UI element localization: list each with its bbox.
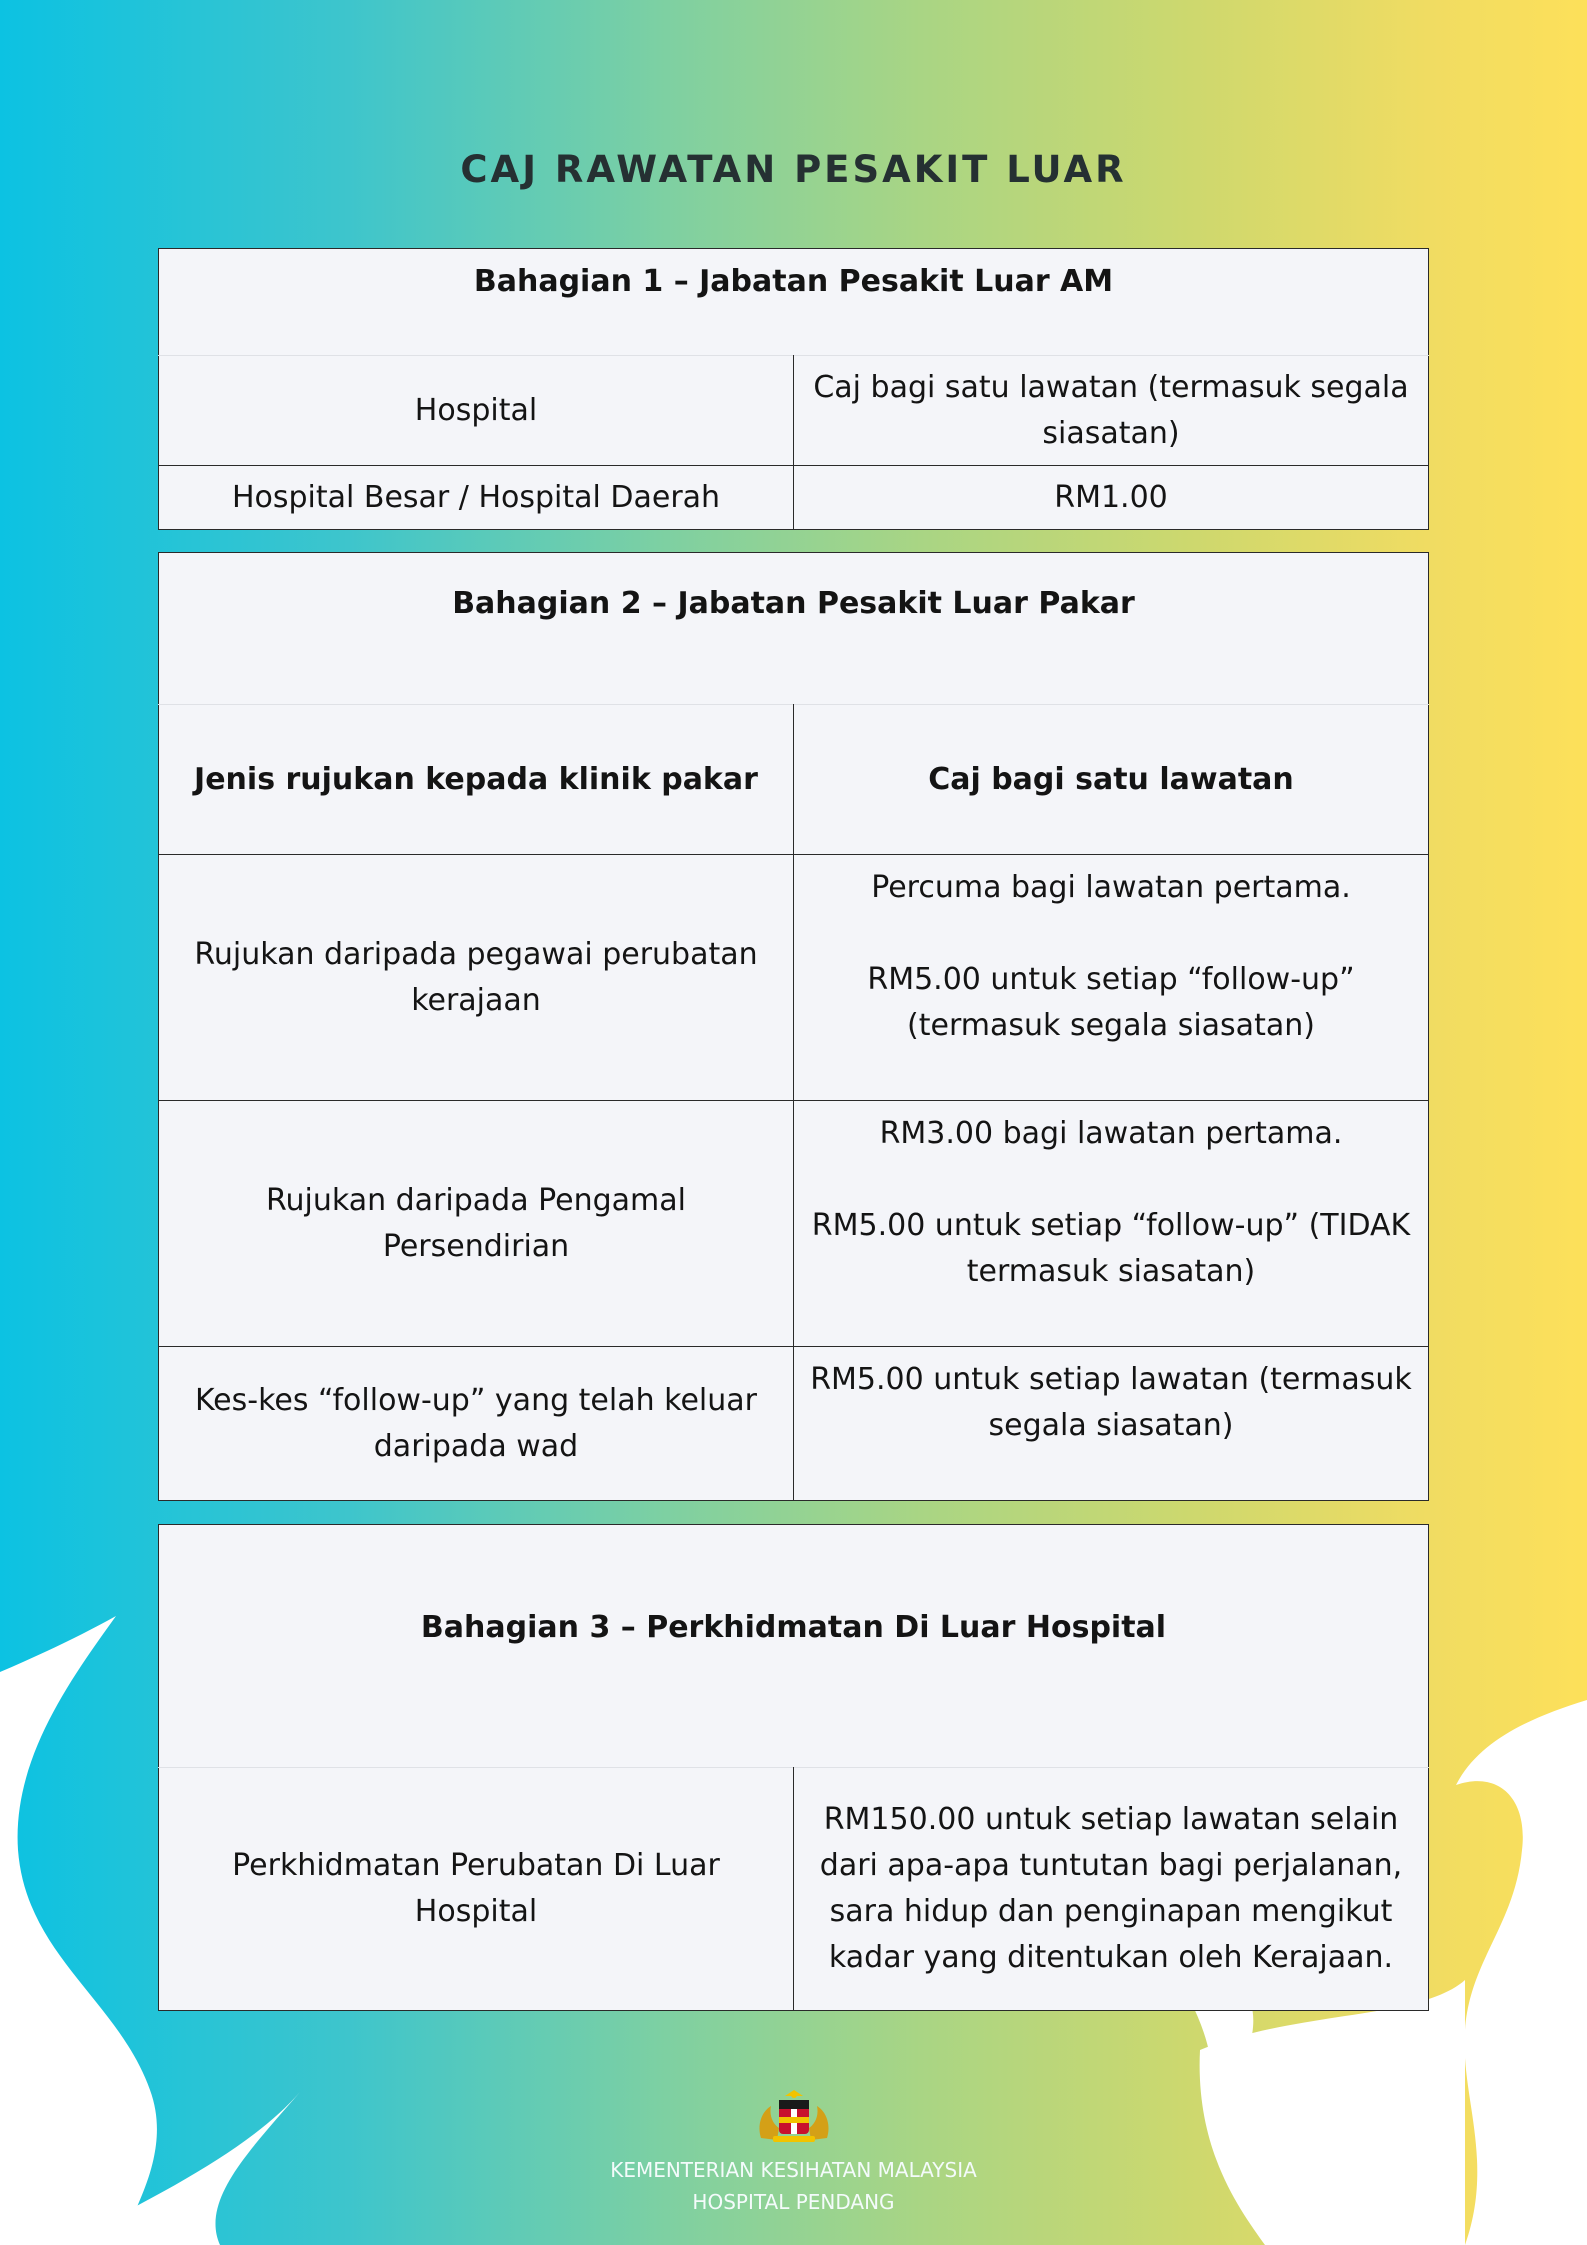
section2-row3-charge-line1: RM5.00 untuk setiap lawatan (termasuk segala siasatan) [810, 1362, 1412, 1443]
footer-hospital: HOSPITAL PENDANG [692, 2190, 895, 2214]
section1-row-hospital: Hospital Besar / Hospital Daerah [159, 466, 794, 530]
section1-col-charge: Caj bagi satu lawatan (termasuk segala siasatan) [794, 356, 1429, 466]
table-row [159, 1525, 1429, 1768]
footer [0, 2088, 1587, 2218]
section2-row1-charge-line1: Percuma bagi lawatan pertama. [871, 870, 1351, 905]
table-row [159, 855, 1429, 1101]
section2-row1-charge-line2: RM5.00 untuk setiap “follow-up” (termasuk segala siasatan) [867, 962, 1355, 1043]
section3-table [158, 1524, 1429, 2011]
section3-service: Perkhidmatan Perubatan Di Luar Hospital [159, 1768, 794, 2011]
table-row [159, 466, 1429, 530]
section3-charge: RM150.00 untuk setiap lawatan selain dari apa-apa tuntutan bagi perjalanan, sara hidup dan penginapan mengikut kadar yang ditentukan oleh Kerajaan. [794, 1768, 1429, 2011]
table-row [159, 356, 1429, 466]
page-title: CAJ RAWATAN PESAKIT LUAR [460, 148, 1127, 191]
table-row [159, 249, 1429, 356]
table-row [159, 1347, 1429, 1501]
section2-col-charge: Caj bagi satu lawatan [794, 705, 1429, 855]
section1-row-charge: RM1.00 [794, 466, 1429, 530]
section2-row1-referral: Rujukan daripada pegawai perubatan kerajaan [159, 855, 794, 1101]
footer-ministry: KEMENTERIAN KESIHATAN MALAYSIA [610, 2158, 977, 2182]
section2-col-referral: Jenis rujukan kepada klinik pakar [159, 705, 794, 855]
section2-row2-referral: Rujukan daripada Pengamal Persendirian [159, 1101, 794, 1347]
table-row [159, 705, 1429, 855]
table-row [159, 1768, 1429, 2011]
section2-row2-charge-line1: RM3.00 bagi lawatan pertama. [879, 1116, 1343, 1151]
section1-col-hospital: Hospital [159, 356, 794, 466]
section2-heading: Bahagian 2 – Jabatan Pesakit Luar Pakar [452, 586, 1135, 621]
malaysia-coat-of-arms-icon [755, 2088, 833, 2146]
section3-heading: Bahagian 3 – Perkhidmatan Di Luar Hospital [420, 1610, 1167, 1645]
section2-table [158, 552, 1429, 1501]
section1-heading: Bahagian 1 – Jabatan Pesakit Luar AM [473, 264, 1114, 299]
table-row [159, 553, 1429, 705]
section1-table [158, 248, 1429, 530]
section2-row3-referral: Kes-kes “follow-up” yang telah keluar daripada wad [159, 1347, 794, 1501]
section2-row2-charge-line2: RM5.00 untuk setiap “follow-up” (TIDAK termasuk siasatan) [811, 1208, 1411, 1289]
table-row [159, 1101, 1429, 1347]
